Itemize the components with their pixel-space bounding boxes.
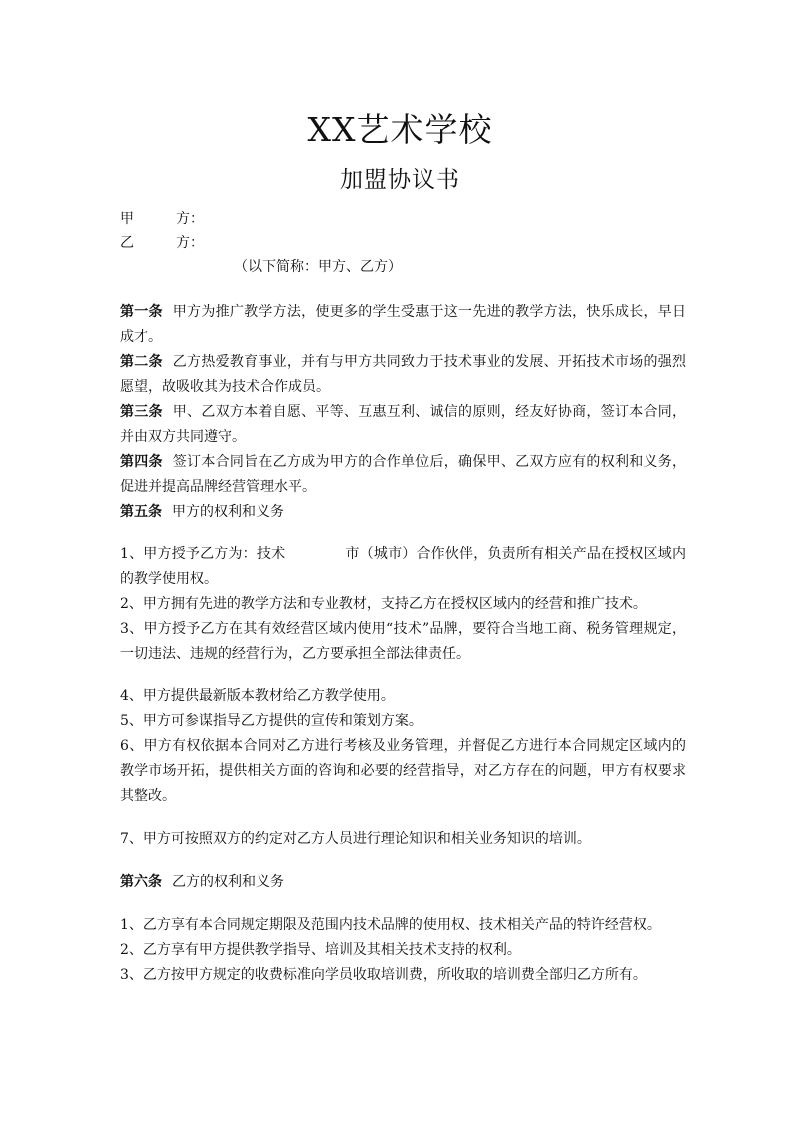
clause-5 <box>120 500 686 525</box>
party-a-item-4: 4、甲方提供最新版本教材给乙方教学使用。 <box>120 688 395 704</box>
party-a-item-5: 5、甲方可参谋指导乙方提供的宣传和策划方案。 <box>120 713 423 729</box>
party-b-colon: 方： <box>176 235 204 251</box>
party-a-item-6: 6、甲方有权依据本合同对乙方进行考核及业务管理，并督促乙方进行本合同规定区域内的教学市场开拓，提供相关方面的咨询和必要的经营指导，对乙方存在的问题，甲方有权要求其整改。 <box>120 738 686 804</box>
party-a-label: 甲 <box>120 211 134 227</box>
party-a-line <box>120 208 204 230</box>
spacer <box>120 852 686 870</box>
spacer <box>120 809 686 827</box>
clause-2-text: 乙方热爱教育事业，并有与甲方共同致力于技术事业的发展、开拓技术市场的强烈愿望，故吸收其为技术合作成员。 <box>120 354 687 395</box>
clause-6-label: 第六条 <box>120 874 162 890</box>
party-b-label: 乙 <box>120 235 134 251</box>
party-a-item-1 <box>120 542 686 592</box>
party-a-item-7: 7、甲方可按照双方的约定对乙方人员进行理论知识和相关业务知识的培训。 <box>120 831 591 847</box>
agreement-body <box>120 300 686 988</box>
party-a-item-1-end: 市（城市）合作伙伴，负责所有相关产品在授权区域内的教学使用权。 <box>120 546 686 587</box>
party-a-colon: 方： <box>176 211 204 227</box>
clause-3 <box>120 400 686 450</box>
clause-4 <box>120 450 686 500</box>
clause-4-text: 签订本合同旨在乙方成为甲方的合作单位后，确保甲、乙双方应有的权利和义务，促进并提高品牌经营管理水平。 <box>120 454 687 495</box>
clause-2-label: 第二条 <box>120 354 163 370</box>
abbreviation-note: （以下简称：甲方、乙方） <box>234 259 402 275</box>
clause-1 <box>120 300 686 350</box>
party-a-item-1-start: 1、甲方授予乙方为：技术 <box>120 546 286 562</box>
spacer <box>120 525 686 542</box>
clause-5-text: 甲方的权利和义务 <box>172 504 284 520</box>
party-b-line <box>120 232 204 254</box>
party-a-item-3: 3、甲方授予乙方在其有效经营区域内使用“技术”品牌，要符合当地工商、税务管理规定，一切违法、违规的经营行为，乙方要承担全部法律责任。 <box>120 621 686 662</box>
clause-6-text: 乙方的权利和义务 <box>172 874 284 890</box>
spacer <box>120 667 686 684</box>
document-title: XX艺术学校 <box>307 110 493 149</box>
clause-1-label: 第一条 <box>120 304 163 320</box>
spacer <box>120 895 686 913</box>
clause-2 <box>120 350 686 400</box>
clause-5-label: 第五条 <box>120 504 162 520</box>
party-b-item-2: 2、乙方享有甲方提供教学指导、培训及其相关技术支持的权利。 <box>120 942 521 958</box>
party-a-item-2: 2、甲方拥有先进的教学方法和专业教材，支持乙方在授权区域内的经营和推广技术。 <box>120 596 647 612</box>
document-subtitle: 加盟协议书 <box>340 167 460 193</box>
clause-3-text: 甲、乙双方本着自愿、平等、互惠互利、诚信的原则，经友好协商，签订本合同，并由双方共同遵守。 <box>120 404 687 445</box>
party-b-item-1: 1、乙方享有本合同规定期限及范围内技术品牌的使用权、技术相关产品的特许经营权。 <box>120 917 661 933</box>
clause-6 <box>120 870 686 895</box>
party-b-item-3: 3、乙方按甲方规定的收费标准向学员收取培训费，所收取的培训费全部归乙方所有。 <box>120 967 647 983</box>
clause-4-label: 第四条 <box>120 454 163 470</box>
clause-3-label: 第三条 <box>120 404 163 420</box>
clause-1-text: 甲方为推广教学方法，使更多的学生受惠于这一先进的教学方法，快乐成长，早日成才。 <box>120 304 687 345</box>
